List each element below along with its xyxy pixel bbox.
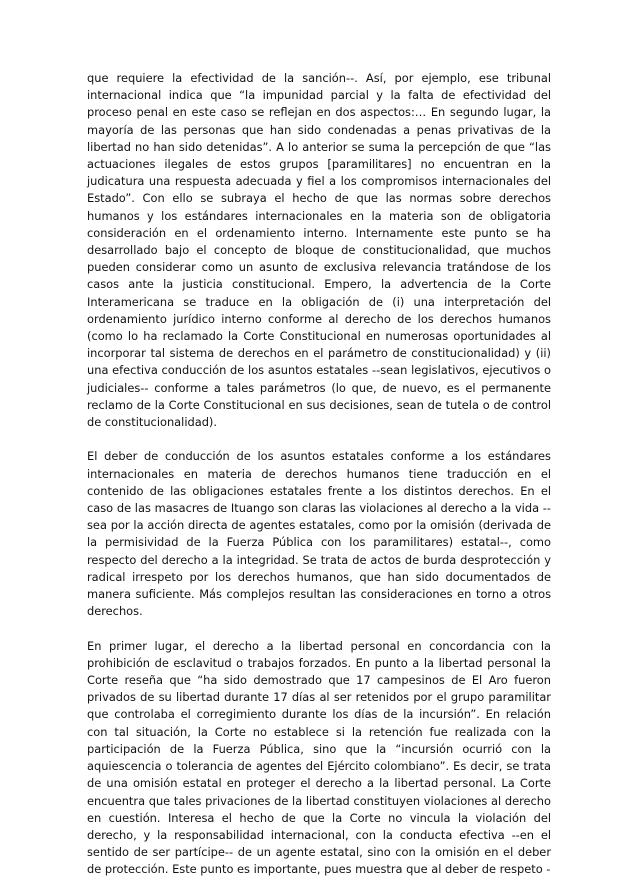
body-paragraph: El deber de conducción de los asuntos estatales conforme a los estándares internacionales en materia de derechos humanos tiene traducción en el contenido de las obligaciones estatales frente a los distintos derechos. En el caso de las masacres de Ituango son claras las violaciones al derecho a la vida --sea por la acción directa de agentes estatales, como por la omisión (derivada de la permisividad de la Fuerza Pública con los paramilitares) estatal--, como respecto del derecho a la integridad. Se trata de actos de burda desprotección y radical irrespeto por los derechos humanos, que han sido documentados de manera suficiente. Más complejos resultan las consideraciones en torno a otros derechos. xyxy=(87,449,551,619)
body-paragraph: que requiere la efectividad de la sanción--. Así, por ejemplo, ese tribunal internacional indica que “la impunidad parcial y la falta de efectividad del proceso penal en este caso se reflejan en dos aspectos:… En segundo lugar, la mayoría de las personas que han sido condenadas a penas privativas de la libertad no han sido detenidas”. A lo anterior se suma la percepción de que “las actuaciones ilegales de estos grupos [paramilitares] no encuentran en la judicatura una respuesta adecuada y fiel a los compromisos internacionales del Estado”. Con ello se subraya el hecho de que las normas sobre derechos humanos y los estándares internacionales en la materia son de obligatoria consideración en el ordenamiento interno. Internamente este punto se ha desarrollado bajo el concepto de bloque de constitucionalidad, que muchos pueden considerar como un asunto de exclusiva relevancia tratándose de los casos ante la justicia constitucional. Empero, la advertencia de la Corte Interamericana se traduce en la obligación de (i) una interpretación del ordenamiento jurídico interno conforme al derecho de los derechos humanos (como lo ha reclamado la Corte Constitucional en numerosas oportunidades al incorporar tal sistema de derechos en el parámetro de constitucionalidad) y (ii) una efectiva conducción de los asuntos estatales --sean legislativos, ejecutivos o judiciales-- conforme a tales parámetros (lo que, de nuevo, es el permanente reclamo de la Corte Constitucional en sus decisiones, sean de tutela o de control de constitucionalidad). xyxy=(87,71,551,430)
document-page xyxy=(87,70,551,879)
body-paragraph: En primer lugar, el derecho a la libertad personal en concordancia con la prohibición de esclavitud o trabajos forzados. En punto a la libertad personal la Corte reseña que “ha sido demostrado que 17 campesinos de El Aro fueron privados de su libertad durante 17 días al ser retenidos por el grupo paramilitar que controlaba el corregimiento durante los días de la incursión”. En relación con tal situación, la Corte no establece si la retención fue realizada con la participación de la Fuerza Pública, sino que la “incursión ocurrió con la aquiescencia o tolerancia de agentes del Ejército colombiano”. Es decir, se trata de una omisión estatal en proteger el derecho a la libertad personal. La Corte encuentra que tales privaciones de la libertad constituyen violaciones al derecho en cuestión. Interesa el hecho de que la Corte no vincula la violación del derecho, y la responsabilidad internacional, con la conducta efectiva --en el sentido de ser partícipe-- de un agente estatal, sino con la omisión en el deber de protección. Este punto es importante, pues muestra que al deber de respeto - xyxy=(87,638,551,877)
